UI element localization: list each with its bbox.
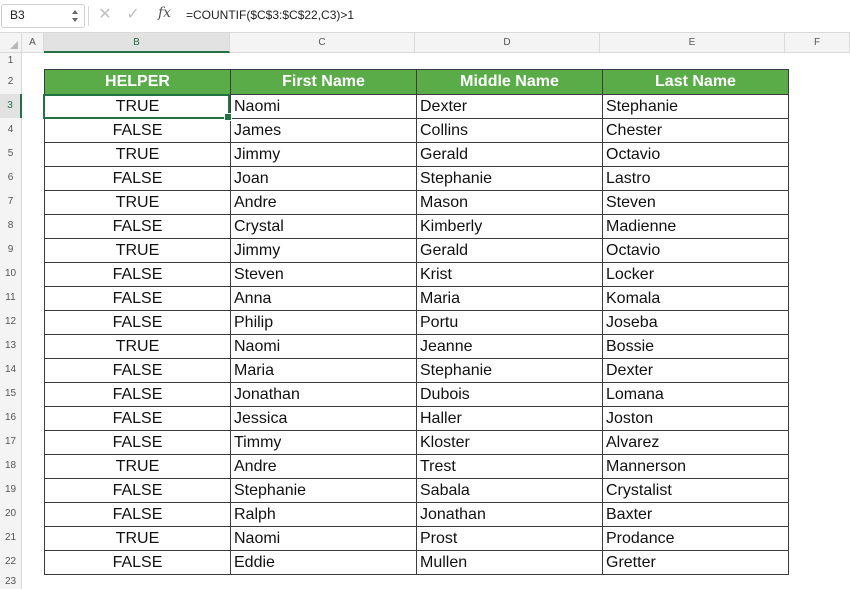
cell-helper[interactable]: FALSE [45,479,231,503]
cell-last-name[interactable]: Gretter [603,551,789,575]
cell-helper[interactable]: TRUE [45,191,231,215]
row-header-4[interactable]: 4 [0,118,22,142]
cell-last-name[interactable]: Chester [603,119,789,143]
cell-middle-name[interactable]: Maria [417,287,603,311]
row-header-22[interactable]: 22 [0,550,22,574]
cell-last-name[interactable]: Octavio [603,239,789,263]
row-header-13[interactable]: 13 [0,334,22,358]
row-header-16[interactable]: 16 [0,406,22,430]
cell-last-name[interactable]: Baxter [603,503,789,527]
formula-bar [0,0,850,33]
cell-first-name[interactable]: Stephanie [231,479,417,503]
name-box-value: B3 [10,8,25,22]
select-all-icon [10,41,18,49]
cell-middle-name[interactable]: Haller [417,407,603,431]
formula-input[interactable]: =COUNTIF($C$3:$C$22,C3)>1 [186,8,355,22]
cell-middle-name[interactable]: Trest [417,455,603,479]
row-header-12[interactable]: 12 [0,310,22,334]
cell-helper[interactable]: TRUE [45,455,231,479]
check-icon[interactable]: ✓ [126,6,140,23]
row-header-7[interactable]: 7 [0,190,22,214]
table-row [45,503,789,527]
table-row [45,119,789,143]
table-row [45,359,789,383]
cell-first-name[interactable]: Naomi [231,527,417,551]
formula-bar-divider [88,6,89,26]
table-row [45,287,789,311]
cell-helper[interactable]: TRUE [45,95,231,119]
cell-first-name[interactable]: Joan [231,167,417,191]
cell-middle-name[interactable]: Jeanne [417,335,603,359]
table-row [45,239,789,263]
table-row [45,263,789,287]
row-header-8[interactable]: 8 [0,214,22,238]
cell-helper[interactable]: FALSE [45,383,231,407]
table-row [45,407,789,431]
cell-middle-name[interactable]: Stephanie [417,167,603,191]
header-middle-name[interactable]: Middle Name [417,70,603,95]
cell-middle-name[interactable]: Mason [417,191,603,215]
row-header-10[interactable]: 10 [0,262,22,286]
row-header-11[interactable]: 11 [0,286,22,310]
cell-last-name[interactable]: Joseba [603,311,789,335]
header-first-name[interactable]: First Name [231,70,417,95]
row-header-21[interactable]: 21 [0,526,22,550]
cell-first-name[interactable]: Eddie [231,551,417,575]
header-helper[interactable]: HELPER [45,70,231,95]
cell-last-name[interactable]: Joston [603,407,789,431]
data-table [44,69,789,575]
cell-helper[interactable]: TRUE [45,239,231,263]
cell-first-name[interactable]: Andre [231,191,417,215]
cell-first-name[interactable]: Jimmy [231,239,417,263]
cell-first-name[interactable]: Timmy [231,431,417,455]
cell-last-name[interactable]: Prodance [603,527,789,551]
cell-first-name[interactable]: Jimmy [231,143,417,167]
cell-middle-name[interactable]: Sabala [417,479,603,503]
cell-middle-name[interactable]: Krist [417,263,603,287]
row-header-5[interactable]: 5 [0,142,22,166]
row-header-15[interactable]: 15 [0,382,22,406]
name-box[interactable] [1,4,85,28]
cell-helper[interactable]: TRUE [45,143,231,167]
cell-last-name[interactable]: Stephanie [603,95,789,119]
table-row [45,311,789,335]
name-box-stepper-icon[interactable] [70,7,80,25]
cell-helper[interactable]: FALSE [45,119,231,143]
cell-helper[interactable]: TRUE [45,527,231,551]
column-header-e[interactable]: E [600,33,785,53]
cell-helper[interactable]: FALSE [45,287,231,311]
row-header-3[interactable]: 3 [0,94,22,118]
cell-last-name[interactable]: Crystalist [603,479,789,503]
table-row [45,191,789,215]
cell-middle-name[interactable]: Collins [417,119,603,143]
cell-last-name[interactable]: Dexter [603,359,789,383]
row-header-9[interactable]: 9 [0,238,22,262]
table-header-row [45,70,789,95]
cell-first-name[interactable]: Ralph [231,503,417,527]
cell-helper[interactable]: FALSE [45,311,231,335]
table-row [45,479,789,503]
column-header-b[interactable]: B [44,33,230,53]
header-last-name[interactable]: Last Name [603,70,789,95]
table-row [45,383,789,407]
cell-first-name[interactable]: James [231,119,417,143]
cell-middle-name[interactable]: Kimberly [417,215,603,239]
fx-icon[interactable]: fx [158,5,172,21]
cell-middle-name[interactable]: Jonathan [417,503,603,527]
cell-last-name[interactable]: Alvarez [603,431,789,455]
row-header-19[interactable]: 19 [0,478,22,502]
cell-first-name[interactable]: Maria [231,359,417,383]
cell-middle-name[interactable]: Mullen [417,551,603,575]
cell-helper[interactable]: FALSE [45,359,231,383]
row-header-6[interactable]: 6 [0,166,22,190]
cell-helper[interactable]: FALSE [45,431,231,455]
cell-last-name[interactable]: Octavio [603,143,789,167]
table-row [45,95,789,119]
table-row [45,527,789,551]
cell-last-name[interactable]: Lastro [603,167,789,191]
table-row [45,431,789,455]
cell-middle-name[interactable]: Gerald [417,239,603,263]
row-header-14[interactable]: 14 [0,358,22,382]
cell-middle-name[interactable]: Gerald [417,143,603,167]
cell-middle-name[interactable]: Prost [417,527,603,551]
cell-last-name[interactable]: Bossie [603,335,789,359]
row-header-23[interactable]: 23 [0,574,22,589]
cell-helper[interactable]: FALSE [45,263,231,287]
cell-helper[interactable]: FALSE [45,503,231,527]
cell-middle-name[interactable]: Stephanie [417,359,603,383]
row-header-2[interactable]: 2 [0,69,22,94]
cell-helper[interactable]: FALSE [45,167,231,191]
cell-first-name[interactable]: Philip [231,311,417,335]
table-row [45,167,789,191]
row-header-17[interactable]: 17 [0,430,22,454]
cell-first-name[interactable]: Crystal [231,215,417,239]
column-header-c[interactable]: C [230,33,415,53]
cell-last-name[interactable]: Lomana [603,383,789,407]
cell-last-name[interactable]: Locker [603,263,789,287]
column-header-f[interactable]: F [785,33,850,53]
cell-first-name[interactable]: Naomi [231,95,417,119]
row-header-18[interactable]: 18 [0,454,22,478]
cell-helper[interactable]: TRUE [45,335,231,359]
cell-last-name[interactable]: Steven [603,191,789,215]
cell-last-name[interactable]: Mannerson [603,455,789,479]
cell-helper[interactable]: FALSE [45,215,231,239]
column-header-d[interactable]: D [415,33,600,53]
cell-last-name[interactable]: Komala [603,287,789,311]
cell-middle-name[interactable]: Dubois [417,383,603,407]
cell-helper[interactable]: FALSE [45,551,231,575]
cell-first-name[interactable]: Steven [231,263,417,287]
row-header-1[interactable]: 1 [0,53,22,69]
cell-middle-name[interactable]: Portu [417,311,603,335]
close-icon[interactable]: ✕ [98,6,112,23]
cell-middle-name[interactable]: Kloster [417,431,603,455]
table-row [45,143,789,167]
table-row [45,551,789,575]
select-all-corner[interactable] [0,33,22,53]
cell-first-name[interactable]: Jonathan [231,383,417,407]
cell-helper[interactable]: FALSE [45,407,231,431]
table-row [45,455,789,479]
column-header-a[interactable]: A [22,33,44,53]
row-header-20[interactable]: 20 [0,502,22,526]
cell-first-name[interactable]: Naomi [231,335,417,359]
table-row [45,215,789,239]
cell-last-name[interactable]: Madienne [603,215,789,239]
cell-middle-name[interactable]: Dexter [417,95,603,119]
cell-first-name[interactable]: Andre [231,455,417,479]
cell-first-name[interactable]: Anna [231,287,417,311]
table-row [45,335,789,359]
cell-first-name[interactable]: Jessica [231,407,417,431]
